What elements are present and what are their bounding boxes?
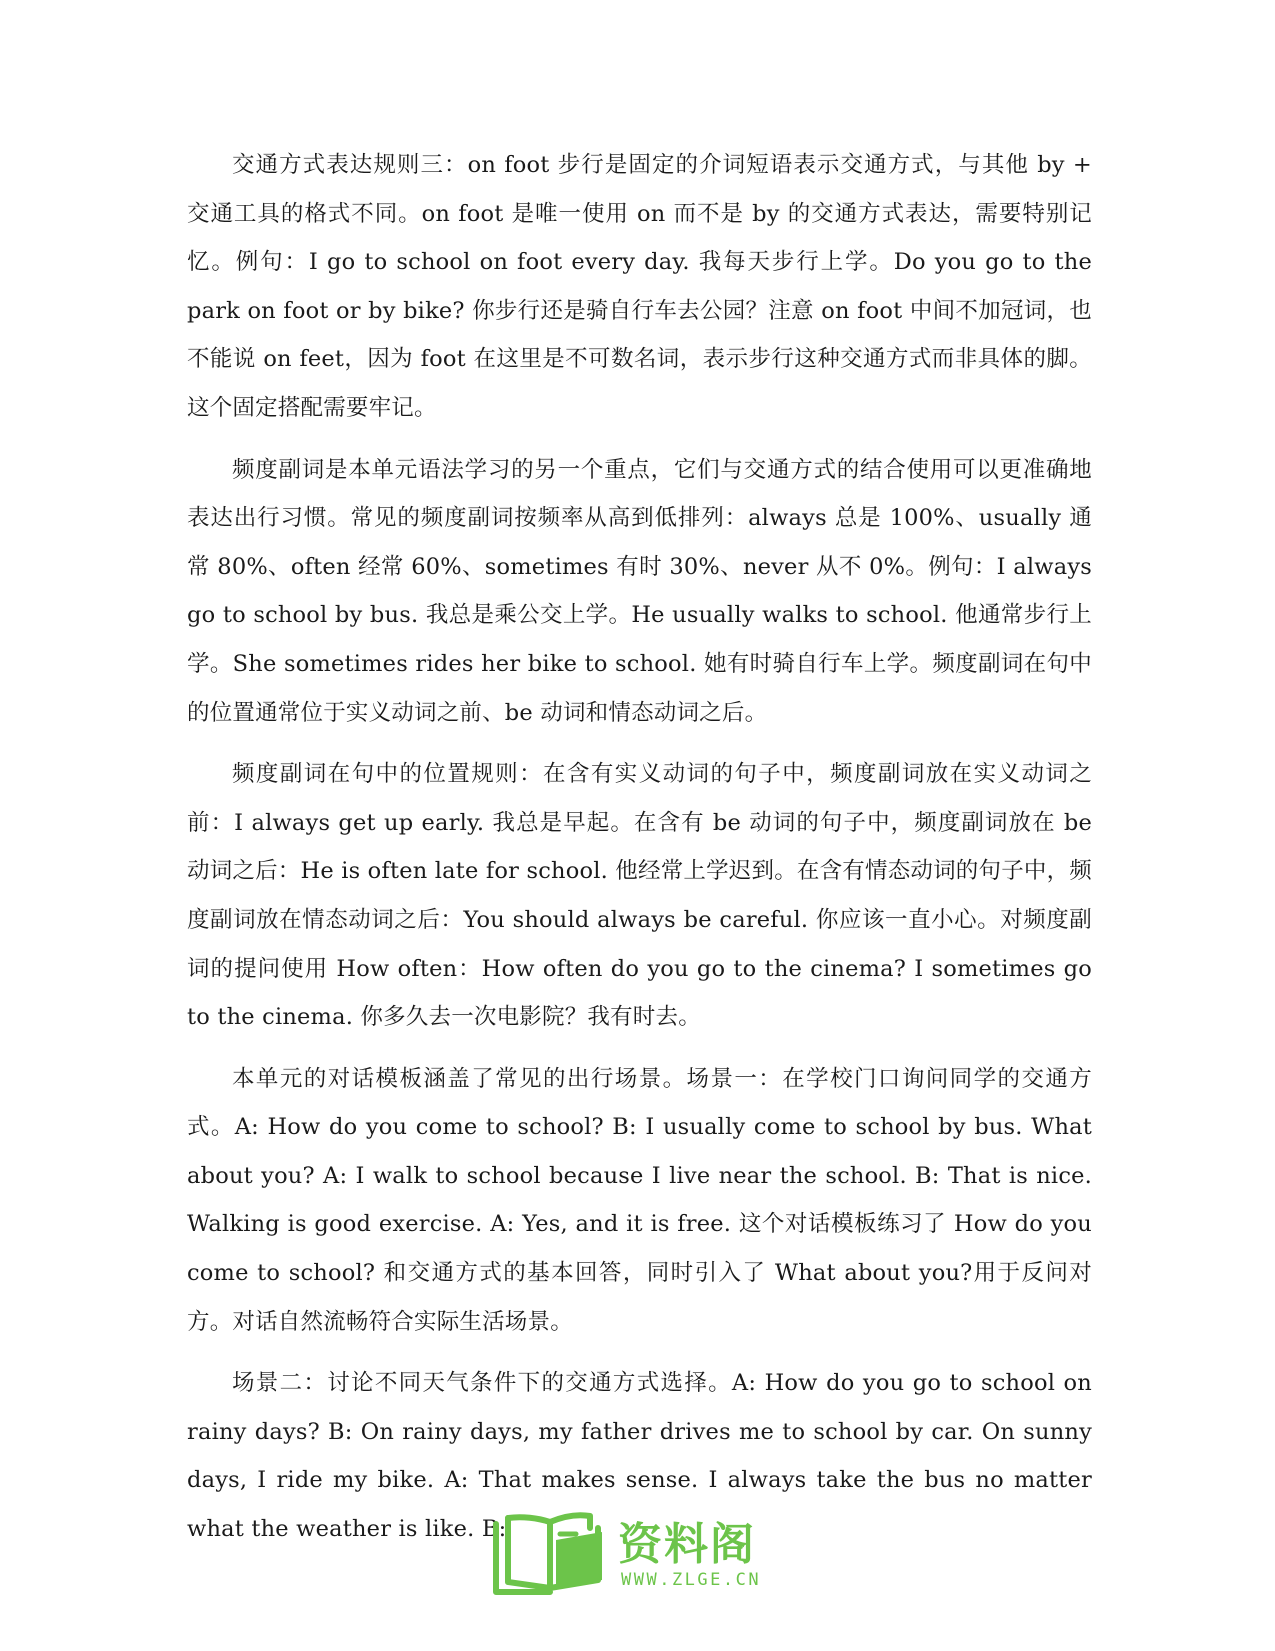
book-logo-icon	[490, 1510, 610, 1600]
document-body	[187, 141, 1092, 1567]
watermark-brand: 资料阁	[618, 1519, 756, 1570]
watermark-url: WWW.ZLGE.CN	[621, 1570, 762, 1590]
paragraph-on-foot-rule: 交通方式表达规则三：on foot 步行是固定的介词短语表示交通方式，与其他 by + 交通工具的格式不同。on foot 是唯一使用 on 而不是 by 的交通方式表达，需要特别记忆。例句：I go to school on foot every day. 我每天步行上学。Do you go to the park on foot or by bike? 你步行还是骑自行车去公园？注意 on foot 中间不加冠词，也不能说 on feet，因为 foot 在这里是不可数名词，表示步行这种交通方式而非具体的脚。这个固定搭配需要牢记。	[187, 152, 1092, 421]
paragraph-dialogue-scene-one: 本单元的对话模板涵盖了常见的出行场景。场景一：在学校门口询问同学的交通方式。A: How do you come to school? B: I usually come to school by bus. What about you? A: I walk to school because I live near the school. B: That is nice. Walking is good exercise. A: Yes, and it is free. 这个对话模板练习了 How do you come to school? 和交通方式的基本回答，同时引入了 What about you?用于反问对方。对话自然流畅符合实际生活场景。	[187, 1065, 1092, 1335]
paragraph-frequency-adverbs: 频度副词是本单元语法学习的另一个重点，它们与交通方式的结合使用可以更准确地表达出行习惯。常见的频度副词按频率从高到低排列：always 总是 100%、usually 通常 80%、often 经常 60%、sometimes 有时 30%、never 从不 0%。例句：I always go to school by bus. 我总是乘公交上学。He usually walks to school. 他通常步行上学。She sometimes rides her bike to school. 她有时骑自行车上学。频度副词在句中的位置通常位于实义动词之前、be 动词和情态动词之后。	[187, 456, 1092, 726]
watermark	[490, 1508, 780, 1603]
paragraph-dialogue-scene-two: 场景二：讨论不同天气条件下的交通方式选择。A: How do you go to school on rainy days? B: On rainy days, my father drives me to school by car. On sunny days, I ride my bike. A: That makes sense. I always take the bus no matter what the weather is like. B:	[187, 1370, 1092, 1543]
paragraph-adverb-position: 频度副词在句中的位置规则：在含有实义动词的句子中，频度副词放在实义动词之前：I always get up early. 我总是早起。在含有 be 动词的句子中，频度副词放在 be 动词之后：He is often late for school. 他经常上学迟到。在含有情态动词的句子中，频度副词放在情态动词之后：You should always be careful. 你应该一直小心。对频度副词的提问使用 How often：How often do you go to the cinema? I sometimes go to the cinema. 你多久去一次电影院？我有时去。	[187, 761, 1092, 1031]
